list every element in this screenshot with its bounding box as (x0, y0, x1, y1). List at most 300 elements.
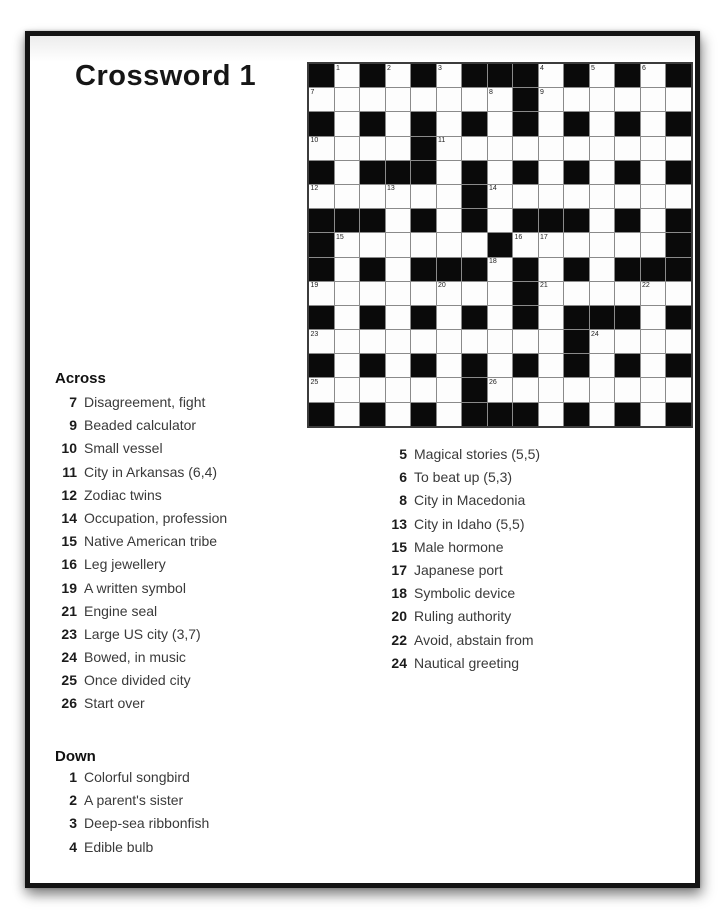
grid-cell[interactable] (437, 209, 462, 232)
clue-number: 15 (61, 533, 77, 550)
clue-number: 20 (391, 608, 407, 625)
grid-cell[interactable] (539, 64, 564, 87)
crossword-grid (307, 62, 693, 428)
grid-cell[interactable] (615, 185, 640, 208)
clue-number: 9 (69, 417, 77, 434)
grid-cell-black (564, 306, 589, 329)
grid-cell[interactable] (488, 378, 513, 401)
grid-cell[interactable] (641, 403, 666, 426)
grid-cell[interactable] (309, 330, 334, 353)
grid-cell-black (615, 403, 640, 426)
grid-cell-black (411, 403, 436, 426)
grid-cell[interactable] (539, 137, 564, 160)
grid-cell-black (513, 161, 538, 184)
clue-text: City in Arkansas (6,4) (84, 463, 218, 480)
grid-cell-black (488, 403, 513, 426)
grid-cell[interactable] (539, 282, 564, 305)
clue-number: 8 (399, 492, 407, 509)
clue-item (55, 839, 209, 862)
grid-cell-black (462, 185, 487, 208)
grid-cell[interactable] (666, 330, 691, 353)
grid-cell[interactable] (590, 354, 615, 377)
clue-number: 25 (61, 672, 77, 689)
grid-cell[interactable] (335, 258, 360, 281)
grid-cell-black (666, 306, 691, 329)
grid-cell-black (615, 64, 640, 87)
grid-cell[interactable] (437, 354, 462, 377)
clue-number: 14 (61, 509, 77, 526)
grid-cell[interactable] (488, 185, 513, 208)
clue-item (377, 492, 540, 515)
grid-cell[interactable] (615, 233, 640, 256)
grid-cell-black (360, 161, 385, 184)
grid-cell[interactable] (539, 378, 564, 401)
grid-cell[interactable] (335, 354, 360, 377)
across-heading: Across (55, 370, 106, 387)
grid-cell[interactable] (590, 209, 615, 232)
clue-item (55, 556, 227, 579)
grid-cell[interactable] (386, 330, 411, 353)
grid-cell-black (539, 209, 564, 232)
grid-cell[interactable] (386, 354, 411, 377)
grid-cell[interactable] (590, 185, 615, 208)
grid-cell[interactable] (437, 161, 462, 184)
clue-text: Once divided city (84, 672, 191, 689)
clue-number: 24 (61, 649, 77, 666)
clue-text: City in Idaho (5,5) (414, 515, 525, 532)
grid-cell[interactable] (309, 137, 334, 160)
grid-cell[interactable] (335, 306, 360, 329)
grid-cell[interactable] (462, 233, 487, 256)
grid-cell-black (462, 258, 487, 281)
grid-cell[interactable] (488, 354, 513, 377)
page-title: Crossword 1 (75, 60, 257, 92)
grid-cell[interactable] (335, 64, 360, 87)
grid-cell-black (590, 306, 615, 329)
clue-number: 19 (61, 579, 77, 596)
grid-cell[interactable] (641, 112, 666, 135)
grid-cell[interactable] (666, 282, 691, 305)
grid-cell-black (615, 209, 640, 232)
grid-cell[interactable] (335, 112, 360, 135)
grid-cell[interactable] (309, 185, 334, 208)
grid-cell[interactable] (462, 330, 487, 353)
grid-cell[interactable] (488, 88, 513, 111)
clue-item (55, 695, 227, 718)
grid-cell[interactable] (437, 378, 462, 401)
grid-cell[interactable] (641, 330, 666, 353)
grid-cell[interactable] (462, 282, 487, 305)
grid-cell[interactable] (437, 88, 462, 111)
clue-number: 26 (61, 695, 77, 712)
grid-cell-black (615, 354, 640, 377)
clue-text: Small vessel (84, 440, 163, 457)
grid-cell-black (360, 258, 385, 281)
grid-cell[interactable] (488, 112, 513, 135)
grid-cell[interactable] (488, 306, 513, 329)
grid-cell-black (360, 403, 385, 426)
grid-cell[interactable] (564, 88, 589, 111)
grid-cell-number: 17 (540, 233, 548, 241)
grid-cell[interactable] (539, 258, 564, 281)
grid-cell-black (309, 161, 334, 184)
grid-cell-number: 2 (387, 64, 391, 72)
grid-cell[interactable] (437, 306, 462, 329)
grid-cell-black (437, 258, 462, 281)
clue-item (55, 394, 227, 417)
grid-cell[interactable] (539, 403, 564, 426)
grid-cell-black (513, 258, 538, 281)
grid-cell[interactable] (615, 137, 640, 160)
grid-cell[interactable] (641, 282, 666, 305)
grid-cell[interactable] (513, 185, 538, 208)
grid-cell-black (564, 403, 589, 426)
grid-cell-black (309, 233, 334, 256)
clue-number: 12 (61, 486, 77, 503)
grid-cell[interactable] (386, 185, 411, 208)
grid-cell[interactable] (539, 112, 564, 135)
grid-cell-black (564, 354, 589, 377)
clue-item (55, 464, 227, 487)
clue-number: 13 (391, 515, 407, 532)
grid-cell-black (360, 354, 385, 377)
grid-cell[interactable] (411, 88, 436, 111)
grid-cell-black (360, 209, 385, 232)
grid-cell-number: 1 (336, 64, 340, 72)
grid-cell[interactable] (335, 185, 360, 208)
grid-cell[interactable] (386, 403, 411, 426)
clue-text: Beaded calculator (84, 417, 197, 434)
grid-cell[interactable] (360, 185, 385, 208)
clue-text: Native American tribe (84, 533, 218, 550)
grid-cell[interactable] (335, 330, 360, 353)
grid-cell[interactable] (360, 137, 385, 160)
grid-cell[interactable] (411, 282, 436, 305)
clue-number: 1 (69, 769, 77, 785)
grid-cell[interactable] (564, 233, 589, 256)
clue-item (377, 608, 540, 631)
grid-cell[interactable] (360, 378, 385, 401)
grid-cell[interactable] (666, 185, 691, 208)
grid-cell-black (615, 306, 640, 329)
grid-cell[interactable] (437, 403, 462, 426)
grid-cell-black (513, 112, 538, 135)
grid-cell-black (462, 306, 487, 329)
grid-cell[interactable] (590, 64, 615, 87)
grid-cell-black (309, 209, 334, 232)
grid-cell-black (513, 64, 538, 87)
grid-cell-number: 13 (387, 185, 395, 193)
grid-cell[interactable] (335, 88, 360, 111)
grid-cell[interactable] (666, 378, 691, 401)
grid-cell-black (411, 209, 436, 232)
across-clue-list (55, 394, 227, 719)
grid-cell[interactable] (386, 306, 411, 329)
grid-cell[interactable] (539, 354, 564, 377)
grid-cell[interactable] (641, 88, 666, 111)
grid-cell[interactable] (437, 282, 462, 305)
clue-number: 10 (61, 440, 77, 457)
clue-number: 16 (61, 556, 77, 573)
clue-text: Nautical greeting (414, 654, 520, 671)
grid-cell-black (488, 64, 513, 87)
clue-text: Male hormone (414, 538, 504, 555)
grid-cell-number: 4 (540, 64, 544, 72)
grid-cell[interactable] (411, 185, 436, 208)
grid-cell[interactable] (335, 233, 360, 256)
grid-cell[interactable] (615, 378, 640, 401)
grid-cell[interactable] (411, 378, 436, 401)
clue-text: Leg jewellery (84, 556, 166, 573)
clue-item (55, 769, 209, 792)
grid-cell[interactable] (641, 233, 666, 256)
grid-cell-number: 19 (310, 282, 319, 290)
grid-cell-black (360, 112, 385, 135)
grid-cell[interactable] (462, 88, 487, 111)
grid-cell-black (462, 378, 487, 401)
grid-cell[interactable] (641, 161, 666, 184)
grid-cell[interactable] (437, 185, 462, 208)
grid-cell[interactable] (590, 378, 615, 401)
clue-number: 23 (61, 625, 77, 642)
grid-cell-black (666, 209, 691, 232)
grid-cell-black (513, 403, 538, 426)
down-heading: Down (55, 748, 96, 765)
grid-cell-black (488, 233, 513, 256)
grid-cell-black (462, 209, 487, 232)
grid-cell-black (309, 403, 334, 426)
clue-text: City in Macedonia (414, 492, 526, 509)
grid-cell[interactable] (386, 258, 411, 281)
grid-cell-black (360, 306, 385, 329)
grid-cell[interactable] (386, 282, 411, 305)
clue-number: 24 (391, 654, 407, 671)
grid-cell-black (615, 258, 640, 281)
grid-cell[interactable] (615, 330, 640, 353)
grid-cell[interactable] (411, 330, 436, 353)
grid-cell[interactable] (488, 330, 513, 353)
grid-cell[interactable] (386, 137, 411, 160)
grid-cell-number: 10 (310, 137, 319, 145)
grid-cell[interactable] (488, 282, 513, 305)
grid-cell[interactable] (590, 137, 615, 160)
clue-item (55, 603, 227, 626)
grid-cell-black (564, 330, 589, 353)
grid-cell[interactable] (539, 88, 564, 111)
grid-cell[interactable] (513, 378, 538, 401)
grid-cell[interactable] (590, 233, 615, 256)
grid-cell[interactable] (564, 137, 589, 160)
grid-cell[interactable] (437, 137, 462, 160)
clue-item (55, 649, 227, 672)
grid-cell-black (309, 258, 334, 281)
grid-cell[interactable] (641, 64, 666, 87)
grid-cell[interactable] (360, 330, 385, 353)
grid-cell[interactable] (309, 282, 334, 305)
grid-cell[interactable] (335, 137, 360, 160)
grid-cell-black (309, 354, 334, 377)
grid-cell-number: 18 (489, 258, 497, 265)
clue-number: 3 (69, 815, 77, 832)
grid-cell[interactable] (386, 378, 411, 401)
clue-number: 18 (391, 585, 407, 602)
clue-item (377, 562, 540, 585)
grid-cell-black (641, 258, 666, 281)
grid-cell[interactable] (462, 137, 487, 160)
clue-number: 5 (399, 446, 407, 462)
clue-number: 2 (69, 792, 77, 809)
grid-cell[interactable] (590, 282, 615, 305)
grid-cell-black (411, 306, 436, 329)
grid-cell[interactable] (564, 282, 589, 305)
down-clue-list-right (377, 446, 540, 678)
clue-text: Edible bulb (84, 838, 154, 855)
grid-cell[interactable] (513, 137, 538, 160)
grid-cell-black (564, 161, 589, 184)
grid-cell-number: 15 (336, 233, 344, 241)
grid-cell[interactable] (437, 330, 462, 353)
grid-cell[interactable] (488, 258, 513, 281)
grid-cell[interactable] (641, 378, 666, 401)
grid-cell[interactable] (360, 88, 385, 111)
grid-cell[interactable] (386, 64, 411, 87)
clue-item (55, 815, 209, 838)
clue-number: 15 (391, 538, 407, 555)
grid-cell[interactable] (590, 161, 615, 184)
grid-cell-black (615, 161, 640, 184)
grid-cell[interactable] (539, 233, 564, 256)
grid-cell-number: 8 (489, 88, 493, 96)
clue-item (377, 655, 540, 678)
grid-cell-black (513, 209, 538, 232)
grid-cell[interactable] (335, 282, 360, 305)
clue-item (55, 533, 227, 556)
grid-cell-number: 23 (310, 330, 319, 338)
grid-cell[interactable] (590, 88, 615, 111)
grid-cell[interactable] (666, 88, 691, 111)
clue-text: Zodiac twins (84, 486, 162, 503)
grid-cell[interactable] (360, 282, 385, 305)
clue-item (377, 469, 540, 492)
grid-cell[interactable] (615, 282, 640, 305)
grid-cell[interactable] (666, 137, 691, 160)
grid-cell[interactable] (513, 330, 538, 353)
grid-cell-black (360, 64, 385, 87)
grid-cell[interactable] (411, 233, 436, 256)
clue-item (377, 446, 540, 469)
grid-cell-black (411, 112, 436, 135)
grid-cell-number: 21 (540, 282, 548, 290)
grid-cell[interactable] (641, 185, 666, 208)
grid-cell-number: 3 (438, 64, 442, 72)
grid-cell[interactable] (386, 88, 411, 111)
grid-cell-black (411, 161, 436, 184)
grid-cell[interactable] (386, 209, 411, 232)
clue-number: 17 (391, 561, 407, 578)
grid-cell-black (462, 354, 487, 377)
clue-item (377, 632, 540, 655)
grid-cell-black (309, 306, 334, 329)
grid-cell[interactable] (488, 137, 513, 160)
grid-cell-number: 16 (514, 233, 523, 241)
grid-cell-black (564, 64, 589, 87)
grid-cell-black (462, 161, 487, 184)
clue-text: Bowed, in music (84, 649, 186, 666)
grid-cell[interactable] (564, 378, 589, 401)
grid-cell-black (411, 64, 436, 87)
grid-cell[interactable] (641, 306, 666, 329)
puzzle-page (25, 31, 700, 888)
clue-item (55, 417, 227, 440)
clue-text: Ruling authority (414, 608, 512, 625)
grid-cell[interactable] (386, 112, 411, 135)
grid-cell[interactable] (309, 88, 334, 111)
grid-cell[interactable] (641, 209, 666, 232)
clue-item (55, 580, 227, 603)
grid-cell[interactable] (335, 161, 360, 184)
grid-cell-black (462, 403, 487, 426)
grid-cell[interactable] (360, 233, 385, 256)
grid-cell-number: 22 (642, 282, 650, 290)
grid-cell-number: 20 (438, 282, 446, 290)
grid-cell-black (666, 258, 691, 281)
grid-cell-black (309, 112, 334, 135)
grid-cell[interactable] (335, 378, 360, 401)
grid-cell[interactable] (539, 185, 564, 208)
clue-text: Japanese port (414, 561, 503, 578)
grid-cell[interactable] (539, 306, 564, 329)
clue-number: 11 (62, 463, 77, 480)
clue-text: A parent's sister (84, 792, 184, 809)
grid-cell-number: 25 (310, 378, 319, 386)
grid-cell[interactable] (309, 378, 334, 401)
grid-cell[interactable] (590, 112, 615, 135)
grid-cell-number: 24 (591, 330, 599, 338)
grid-cell[interactable] (437, 112, 462, 135)
grid-cell[interactable] (488, 161, 513, 184)
grid-cell[interactable] (488, 209, 513, 232)
grid-cell[interactable] (641, 354, 666, 377)
grid-cell[interactable] (641, 137, 666, 160)
grid-cell-black (666, 161, 691, 184)
grid-cell[interactable] (539, 161, 564, 184)
grid-cell-black (513, 354, 538, 377)
grid-cell[interactable] (615, 88, 640, 111)
grid-cell[interactable] (590, 258, 615, 281)
clue-item (55, 792, 209, 815)
grid-cell-black (462, 64, 487, 87)
clue-item (55, 626, 227, 649)
clue-text: Engine seal (84, 602, 158, 619)
grid-cell[interactable] (513, 233, 538, 256)
grid-cell-black (666, 112, 691, 135)
clue-item (377, 539, 540, 562)
grid-cell-black (411, 258, 436, 281)
grid-cell[interactable] (335, 403, 360, 426)
grid-cell[interactable] (437, 64, 462, 87)
grid-cell-black (513, 282, 538, 305)
grid-cell[interactable] (437, 233, 462, 256)
grid-cell[interactable] (590, 330, 615, 353)
clue-item (55, 487, 227, 510)
clue-number: 4 (69, 838, 77, 855)
grid-cell-black (335, 209, 360, 232)
clue-text: Start over (84, 695, 145, 712)
grid-cell[interactable] (386, 233, 411, 256)
grid-cell[interactable] (539, 330, 564, 353)
grid-cell[interactable] (590, 403, 615, 426)
grid-cell[interactable] (564, 185, 589, 208)
